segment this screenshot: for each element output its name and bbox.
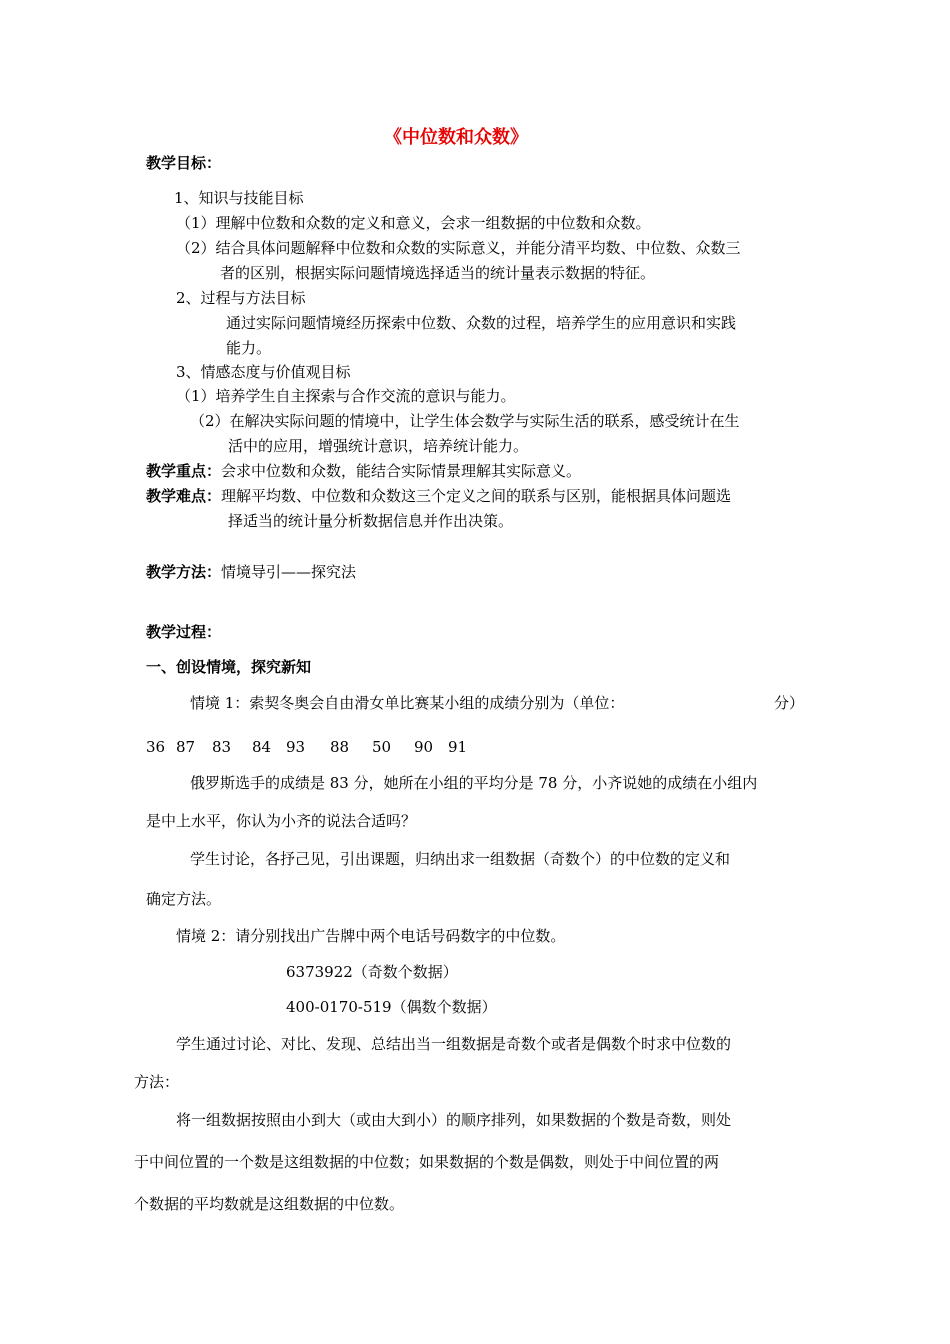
score-value: 91 bbox=[448, 738, 468, 756]
paragraph-3-line-1: 学生通过讨论、对比、发现、总结出当一组数据是奇数个或者是偶数个时求中位数的 bbox=[176, 1035, 732, 1053]
key-point-label: 教学重点： bbox=[146, 462, 222, 480]
emotion-goal-heading: 3、情感态度与价值观目标 bbox=[176, 363, 351, 381]
emotion-item-1: （1）培养学生自主探索与合作交流的意识与能力。 bbox=[176, 387, 516, 405]
paragraph-1-line-1: 俄罗斯选手的成绩是 83 分，她所在小组的平均分是 78 分，小齐说她的成绩在小组内 bbox=[190, 774, 758, 792]
paragraph-4-line-1: 将一组数据按照由小到大（或由大到小）的顺序排列，如果数据的个数是奇数，则处 bbox=[176, 1111, 732, 1129]
paragraph-2-line-2: 确定方法。 bbox=[146, 890, 222, 908]
section-1-heading: 一、创设情境，探究新知 bbox=[146, 658, 312, 676]
method-text: 情境导引——探究法 bbox=[221, 563, 357, 581]
score-value: 83 bbox=[212, 738, 232, 756]
key-point-text: 会求中位数和众数，能结合实际情景理解其实际意义。 bbox=[221, 462, 582, 480]
score-value: 88 bbox=[330, 738, 350, 756]
score-value: 50 bbox=[372, 738, 392, 756]
process-goal-line-2: 能力。 bbox=[226, 339, 272, 357]
difficulty-label: 教学难点： bbox=[146, 487, 222, 505]
paragraph-1-line-2: 是中上水平，你认为小齐的说法合适吗？ bbox=[146, 812, 417, 830]
knowledge-item-2-line-1: （2）结合具体问题解释中位数和众数的实际意义，并能分清平均数、中位数、众数三 bbox=[176, 239, 741, 257]
difficulty bbox=[146, 486, 731, 506]
difficulty-text-line-2: 择适当的统计量分析数据信息并作出决策。 bbox=[228, 512, 514, 530]
knowledge-item-2-line-2: 者的区别，根据实际问题情境选择适当的统计量表示数据的特征。 bbox=[220, 264, 656, 282]
situation-1-unit: 分） bbox=[774, 694, 805, 712]
score-value: 87 bbox=[176, 738, 196, 756]
situation-2-text: 情境 2：请分别找出广告牌中两个电话号码数字的中位数。 bbox=[176, 927, 566, 945]
score-value: 36 bbox=[146, 738, 166, 756]
document-title: 《中位数和众数》 bbox=[384, 127, 528, 148]
knowledge-item-1: （1）理解中位数和众数的定义和意义，会求一组数据的中位数和众数。 bbox=[176, 214, 651, 232]
paragraph-4-line-2: 于中间位置的一个数是这组数据的中位数；如果数据的个数是偶数，则处于中间位置的两 bbox=[134, 1153, 720, 1171]
method-label: 教学方法： bbox=[146, 563, 222, 581]
phone-number-2: 400-0170-519（偶数个数据） bbox=[286, 998, 497, 1016]
emotion-item-2-line-1: （2）在解决实际问题的情境中，让学生体会数学与实际生活的联系，感受统计在生 bbox=[190, 412, 740, 430]
key-point bbox=[146, 461, 581, 481]
goals-heading: 教学目标： bbox=[146, 154, 222, 172]
emotion-item-2-line-2: 活中的应用，增强统计意识，培养统计能力。 bbox=[228, 437, 529, 455]
score-value: 84 bbox=[252, 738, 272, 756]
paragraph-2-line-1: 学生讨论，各抒己见，引出课题，归纳出求一组数据（奇数个）的中位数的定义和 bbox=[190, 850, 731, 868]
process-goal-line-1: 通过实际问题情境经历探索中位数、众数的过程，培养学生的应用意识和实践 bbox=[226, 314, 737, 332]
knowledge-heading: 1、知识与技能目标 bbox=[174, 189, 304, 207]
score-list bbox=[146, 737, 467, 757]
process-goal-heading: 2、过程与方法目标 bbox=[176, 289, 306, 307]
phone-number-1: 6373922（奇数个数据） bbox=[286, 963, 458, 981]
paragraph-4-line-3: 个数据的平均数就是这组数据的中位数。 bbox=[134, 1195, 405, 1213]
situation-1-text: 情境 1：索契冬奥会自由滑女单比赛某小组的成绩分别为（单位： bbox=[190, 694, 625, 712]
process-heading: 教学过程： bbox=[146, 623, 222, 641]
score-value: 93 bbox=[286, 738, 306, 756]
method bbox=[146, 562, 356, 582]
score-value: 90 bbox=[414, 738, 434, 756]
paragraph-3-line-2: 方法： bbox=[134, 1073, 180, 1091]
difficulty-text-line-1: 理解平均数、中位数和众数这三个定义之间的联系与区别，能根据具体问题选 bbox=[221, 487, 732, 505]
